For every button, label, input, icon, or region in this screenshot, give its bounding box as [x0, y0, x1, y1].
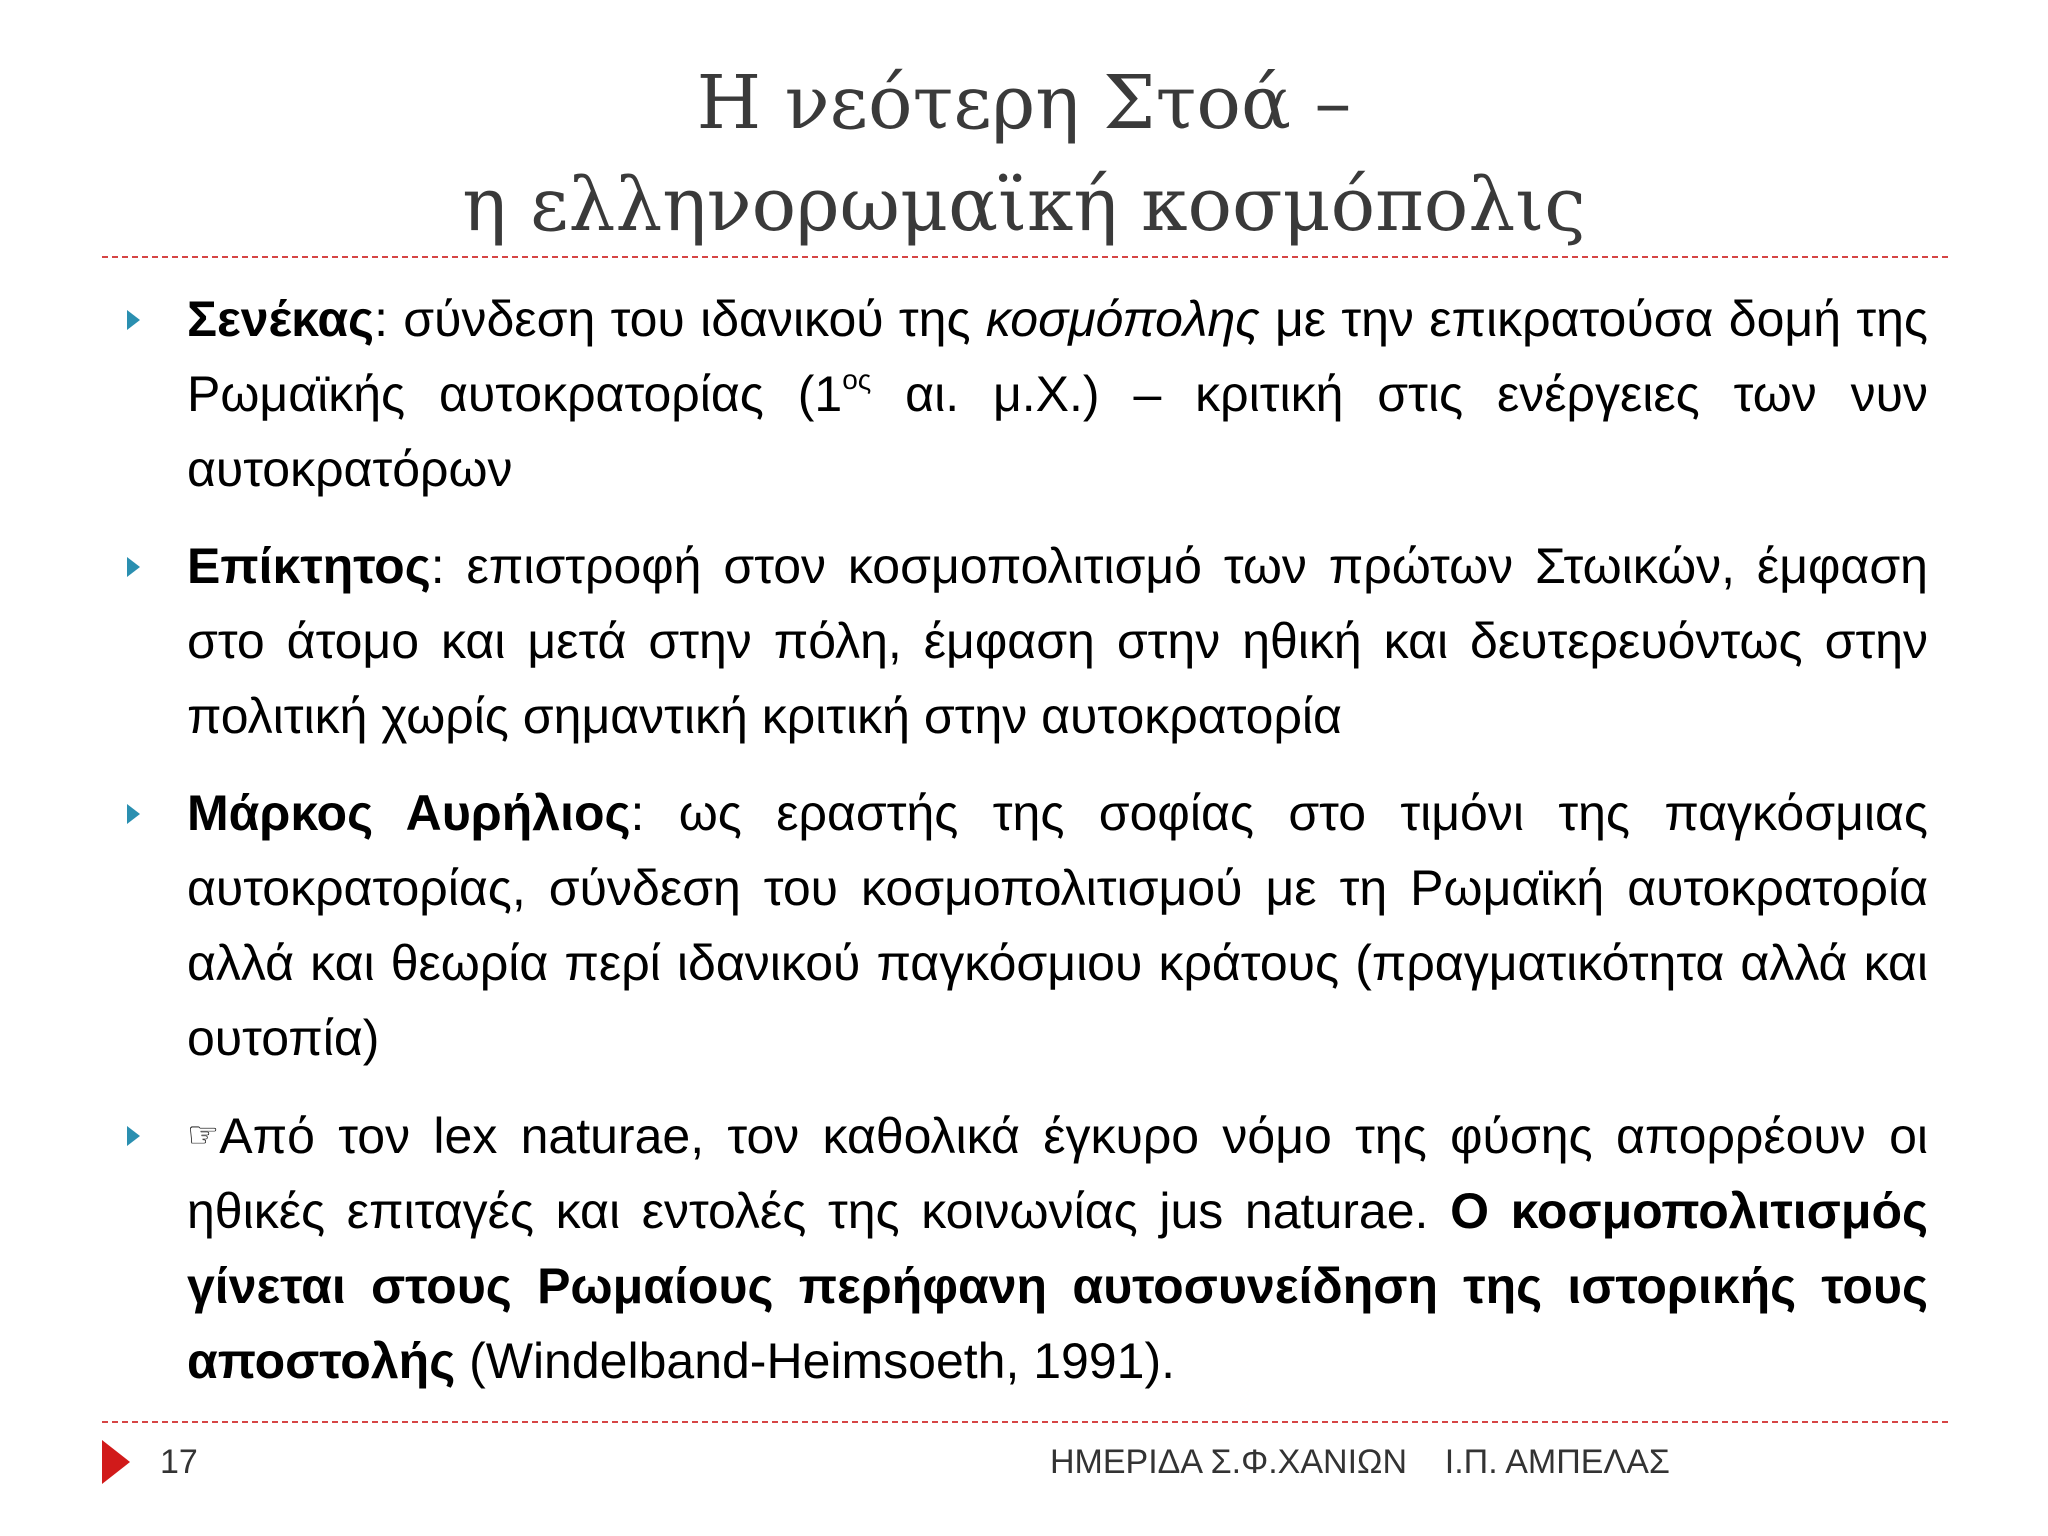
bullet-list	[120, 282, 1928, 1421]
bullet-name: Μάρκος Αυρήλιος	[187, 785, 631, 841]
bullet-text: Από τον lex naturae, τον καθολικά έγκυρο νόμο της φύσης απορρέουν οι ηθικές επιταγές και εντολές της κοινωνίας jus naturae.	[187, 1108, 1928, 1239]
bullet-text: αι. μ.Χ.) – κριτική στις ενέργειες των νυν αυτοκρατόρων	[187, 366, 1928, 497]
bullet-text: (Windelband-Heimsoeth, 1991).	[455, 1333, 1176, 1389]
footer-divider	[102, 1421, 1948, 1423]
title-line-1: Η νεότερη Στοά –	[696, 60, 1352, 146]
bullet-marcus-aurelius	[120, 776, 1928, 1076]
bullet-lex-naturae	[120, 1098, 1928, 1399]
bullet-name: Επίκτητος	[187, 538, 431, 594]
pointing-hand-icon: ☞	[187, 1115, 220, 1156]
bullet-name: Σενέκας	[187, 291, 375, 347]
play-arrow-icon	[102, 1440, 130, 1484]
bullet-marker-icon	[127, 1126, 140, 1146]
bullet-text: : σύνδεση του ιδανικού της	[374, 291, 986, 347]
bullet-marker-icon	[127, 804, 140, 824]
bullet-seneca	[120, 282, 1928, 507]
page-number: 17	[160, 1443, 198, 1481]
title-line-2: η ελληνορωμαϊκή κοσμόπολις	[462, 162, 1586, 248]
slide-title	[0, 52, 2048, 256]
footer-text: ΗΜΕΡΙΔΑ Σ.Φ.ΧΑΝΙΩΝ Ι.Π. ΑΜΠΕΛΑΣ	[1050, 1443, 1670, 1481]
bullet-text: : ως εραστής της σοφίας στο τιμόνι της παγκόσμιας αυτοκρατορίας, σύνδεση του κοσμοπολιτισμού με τη Ρωμαϊκή αυτοκρατορία αλλά και θεωρία περί ιδανικού παγκόσμιου κράτους (πραγματικότητα αλλά και ουτοπία)	[187, 785, 1928, 1066]
title-divider	[102, 256, 1948, 258]
bullet-epictetus	[120, 529, 1928, 754]
bullet-superscript: ος	[842, 364, 872, 395]
bullet-italic: κοσμόπολης	[985, 291, 1260, 347]
bullet-text: : επιστροφή στον κοσμοπολιτισμό των πρώτων Στωικών, έμφαση στο άτομο και μετά στην πόλη, έμφαση στην ηθική και δευτερευόντως στην πολιτική χωρίς σημαντική κριτική στην αυτοκρατορία	[187, 538, 1928, 744]
bullet-text: με την επικρατούσα δομή της Ρωμαϊκής αυτοκρατορίας (1	[187, 291, 1928, 422]
bullet-marker-icon	[127, 310, 140, 330]
bullet-marker-icon	[127, 557, 140, 577]
bullet-bold-text: Ο κοσμοπολιτισμός γίνεται στους Ρωμαίους περήφανη αυτοσυνείδηση της ιστορικής τους αποστολής	[187, 1183, 1929, 1389]
